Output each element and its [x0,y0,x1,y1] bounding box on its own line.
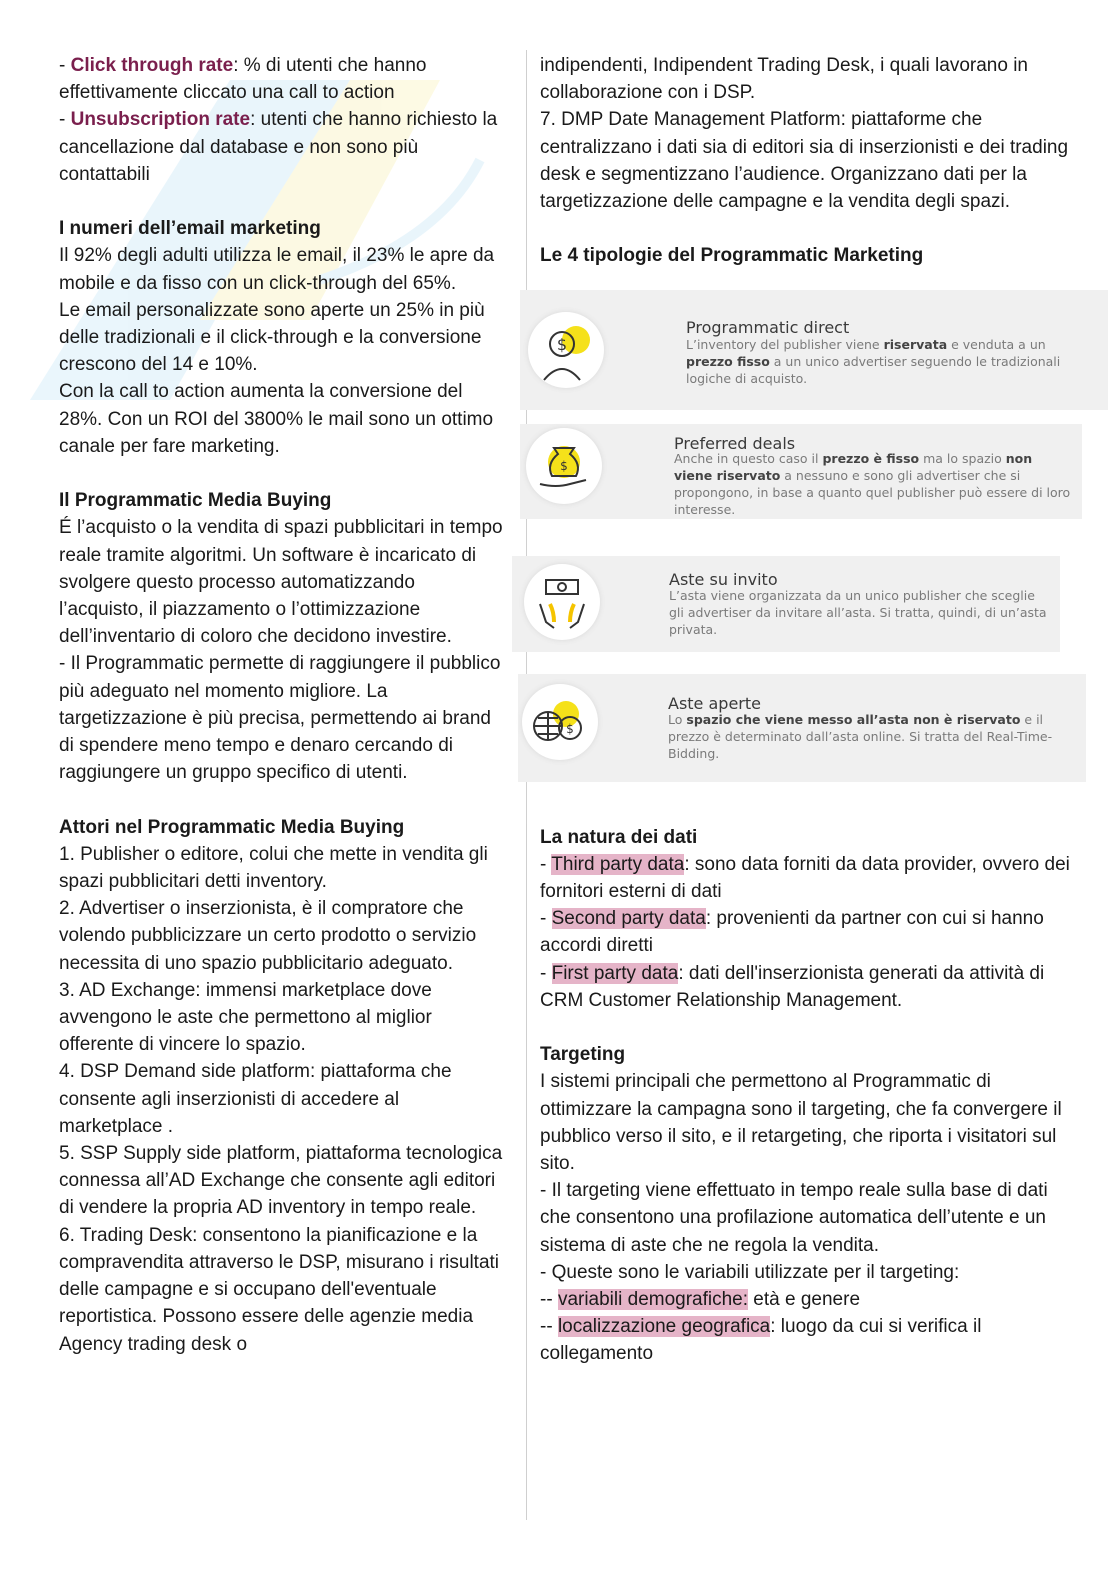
first-party-item: - First party data: dati dell'inserzionista generati da attività di CRM Customer Relationship Management. [540,962,1045,1011]
targeting-paragraph-2: - Il targeting viene effettuato in tempo reale sulla base di dati che consentono una profilazione automatica dell’utente e un sistema di aste che ne regola la vendita. [540,1180,1048,1256]
actor-6: 6. Trading Desk: consentono la pianificazione e la compravendita attraverso le DSP, misurano i risultati delle campagne e si occupano dell'eventuale reportistica. Possono essere delle agenzie media Agency trading desk o [59,1224,500,1355]
third-party-item: - Third party data: sono data forniti da data provider, ovvero dei fornitori esterni di dati [540,853,1070,903]
actor-3: 3. AD Exchange: immensi marketplace dove avvengono le aste che permettono al miglior offerente di vincere lo spazio. [59,979,432,1056]
second-party-item: - Second party data: provenienti da partner con cui si hanno accordi diretti [540,908,1044,957]
targeting-paragraph-3: - Queste sono le variabili utilizzate per il targeting: [540,1261,960,1283]
card-description: Anche in questo caso il prezzo è fisso ma lo spazio non viene riservato a nessuno e sono gli advertiser che si propongono, in base a quanto quel publisher può essere di loro interesse. [674,450,1071,517]
pmb-paragraph-2: - Il Programmatic permette di raggiungere il pubblico più adeguato nel momento migliore. La targetizzazione è più precisa, permettendo ai brand di spendere meno tempo e denaro cercando di raggiungere un gruppo specifico di utenti. [59,653,501,784]
card-description: L’asta viene organizzata da un unico publisher che sceglie gli advertiser da invitare all’asta. Si tratta, quindi, di un’asta privata. [669,587,1047,637]
ctr-term: Click through rate [70,55,234,76]
pmb-paragraph-1: É l’acquisto o la vendita di spazi pubblicitari in tempo reale tramite algoritmi. Un software è incaricato di svolgere questo processo automatizzando l’acquisto, il piazzamento o l’ottimizzazione dell’inventario di coloro che decidono investire. [59,517,503,648]
types-heading: Le 4 tipologie del Programmatic Marketing [540,245,924,267]
actors-heading: Attori nel Programmatic Media Buying [59,816,405,838]
right-column [540,52,1080,1368]
card-title: Preferred deals [674,433,796,453]
email-paragraph-3: Con la call to action aumenta la conversione del 28%. Con un ROI del 3800% le mail sono un ottimo canale per fare marketing. [59,381,494,457]
globe-coin-icon [522,684,598,760]
svg-text:$: $ [556,334,568,354]
unsub-item: - Unsubscription rate: utenti che hanno richiesto la cancellazione dal database e non sono più contattabili [59,109,498,185]
second-party-term: Second party data [551,908,706,930]
card-description: L’inventory del publisher viene riservata e venduta a un prezzo fisso a un unico advertiser seguendo le tradizionali logiche di acquisto. [686,336,1061,386]
unsub-term: Unsubscription rate [70,109,251,131]
var-geo-item: -- localizzazione geografica: luogo da cui si verifica il collegamento [540,1316,982,1365]
email-paragraph-1: Il 92% degli adulti utilizza le email, il 23% le apre da mobile e da fisso con un click-through del 65%. [59,245,495,294]
card-aste-su-invito [512,556,1060,652]
actor-1: 1. Publisher o editore, colui che mette in vendita gli spazi pubblicitari detti inventory. [59,843,488,893]
email-heading: I numeri dell’email marketing [59,218,321,240]
actor-5: 5. SSP Supply side platform, piattaforma tecnologica connessa all’AD Exchange che consente agli editori di vendere la propria AD inventory in tempo reale. [59,1143,503,1219]
actor-7: 7. DMP Date Management Platform: piattaforme che centralizzano i dati sia di editori sia di inserzionisti e dei trading desk e segmentizzano l’audience. Organizzano dati per la targetizzazione delle campagne e la vendita degli spazi. [540,109,1069,213]
card-title: Programmatic direct [686,317,850,337]
actor-2: 2. Advertiser o inserzionista, è il compratore che volendo pubblicizzare un certo prodotto o servizio necessita di uno spazio pubblicitario adeguato. [59,898,477,974]
geo-term: localizzazione geografica [557,1316,771,1338]
third-party-term: Third party data [551,853,685,875]
card-description: Lo spazio che viene messo all’asta non è riservato e il prezzo è determinato dall’asta online. Si tratta del Real-Time-Bidding. [668,711,1053,761]
card-programmatic-direct [520,290,1108,410]
hands-banknote-icon [524,564,600,640]
card-title: Aste su invito [669,569,778,589]
data-heading: La natura dei dati [540,826,698,848]
money-bag-hand-icon [526,428,602,504]
card-aste-aperte [518,674,1086,782]
card-title: Aste aperte [668,693,761,713]
programmatic-types-infographic [0,284,1118,824]
targeting-paragraph-1: I sistemi principali che permettono al Programmatic di ottimizzare la campagna sono il targeting, che fa convergere il pubblico verso il sito, e il retargeting, che riporta i visitatori sul sito. [540,1071,1062,1175]
ctr-item: - Click through rate: % di utenti che hanno effettivamente cliccato una call to action [59,55,427,104]
trading-desk-continued: indipendenti, Indipendent Trading Desk, i quali lavorano in collaborazione con i DSP. [540,55,1028,104]
actor-4: 4. DSP Demand side platform: piattaforma che consente agli inserzionisti di accedere al marketplace . [59,1061,452,1137]
demographic-term: variabili demografiche: [557,1289,749,1311]
svg-text:$: $ [566,721,574,736]
email-paragraph-2: Le email personalizzate sono aperte un 25% in più delle tradizionali e il click-through e la conversione crescono del 14 e 10%. [59,299,485,376]
var-demographic-item: -- variabili demografiche: età e genere [540,1289,861,1311]
targeting-heading: Targeting [540,1044,626,1066]
money-person-icon [528,312,604,388]
card-preferred-deals [520,424,1082,519]
pmb-heading: Il Programmatic Media Buying [59,490,332,512]
first-party-term: First party data [551,962,679,984]
svg-text:$: $ [560,458,568,473]
